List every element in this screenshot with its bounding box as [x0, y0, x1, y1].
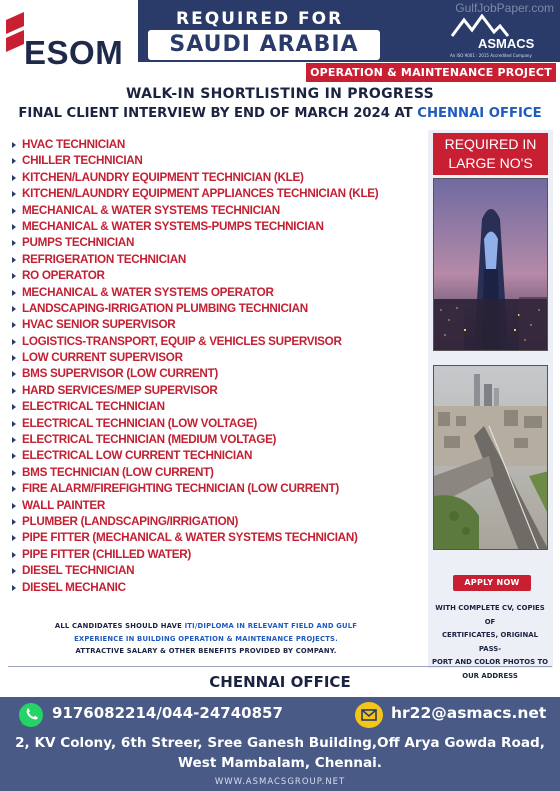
job-item: RO OPERATOR [10, 268, 420, 284]
asmacs-mountain-logo-icon [450, 14, 510, 38]
job-item: PIPE FITTER (CHILLED WATER) [10, 547, 420, 563]
walkin-heading: WALK-IN SHORTLISTING IN PROGRESS [126, 86, 434, 102]
job-item: LOW CURRENT SUPERVISOR [10, 350, 420, 366]
job-item: DIESEL TECHNICIAN [10, 563, 420, 579]
section-divider [8, 666, 552, 667]
phone-number[interactable]: 9176082214/044-24740857 [52, 704, 283, 722]
job-item: REFRIGERATION TECHNICIAN [10, 252, 420, 268]
apply-line: OUR ADDRESS [462, 671, 518, 680]
esom-logo-text: ESOM [24, 34, 124, 71]
job-item: DIESEL MECHANIC [10, 580, 420, 596]
apply-line: CERTIFICATES, ORIGINAL PASS- [442, 631, 538, 653]
job-item: BMS SUPERVISOR (LOW CURRENT) [10, 366, 420, 382]
address-line: 2, KV Colony, 6th Streer, Sree Ganesh Building,Off Arya Gowda Road, [15, 735, 545, 751]
interview-prefix: FINAL CLIENT INTERVIEW BY END OF MARCH 2024 AT [18, 106, 413, 121]
job-item: PIPE FITTER (MECHANICAL & WATER SYSTEMS TECHNICIAN) [10, 530, 420, 546]
watermark: GulfJobPaper.com [455, 1, 554, 15]
job-item: ELECTRICAL TECHNICIAN [10, 399, 420, 415]
job-item: PLUMBER (LANDSCAPING/IRRIGATION) [10, 514, 420, 530]
salary-line: ATTRACTIVE SALARY & OTHER BENEFITS PROVIDED BY COMPANY. [75, 647, 337, 655]
job-item: KITCHEN/LAUNDRY EQUIPMENT TECHNICIAN (KLE) [10, 170, 420, 186]
job-item: FIRE ALARM/FIREFIGHTING TECHNICIAN (LOW CURRENT) [10, 481, 420, 497]
requirement-prefix: ALL CANDIDATES SHOULD HAVE [54, 622, 182, 630]
interview-heading [0, 106, 560, 121]
requirement-highlight: ITI/DIPLOMA IN RELEVANT FIELD AND GULF [184, 622, 358, 630]
job-item: KITCHEN/LAUNDRY EQUIPMENT APPLIANCES TECHNICIAN (KLE) [10, 186, 420, 202]
apply-instructions [430, 602, 550, 683]
job-item: LOGISTICS-TRANSPORT, EQUIP & VEHICLES SUPERVISOR [10, 334, 420, 350]
office-title: CHENNAI OFFICE [209, 673, 351, 691]
country-heading: SAUDI ARABIA [148, 30, 380, 60]
riyadh-skyline-photo [433, 365, 548, 550]
mail-icon [355, 702, 383, 728]
website-link[interactable]: WWW.ASMACSGROUP.NET [214, 777, 346, 787]
project-banner: OPERATION & MAINTENANCE PROJECT [306, 63, 556, 82]
required-line1: REQUIRED IN [444, 136, 537, 152]
address-line: West Mambalam, Chennai. [178, 755, 382, 771]
job-item: HVAC TECHNICIAN [10, 137, 420, 153]
job-list [10, 137, 420, 596]
job-item: MECHANICAL & WATER SYSTEMS TECHNICIAN [10, 203, 420, 219]
whatsapp-icon [18, 702, 44, 728]
asmacs-logo-text: ASMACS [478, 36, 535, 51]
job-item: HARD SERVICES/MEP SUPERVISOR [10, 383, 420, 399]
job-item: HVAC SENIOR SUPERVISOR [10, 317, 420, 333]
required-large-badge [433, 133, 548, 175]
interview-location: CHENNAI OFFICE [417, 106, 542, 121]
apply-line: WITH COMPLETE CV, COPIES OF [435, 604, 545, 626]
esom-logo-mark-icon [4, 12, 26, 58]
job-item: BMS TECHNICIAN (LOW CURRENT) [10, 465, 420, 481]
job-item: MECHANICAL & WATER SYSTEMS OPERATOR [10, 285, 420, 301]
job-item: ELECTRICAL TECHNICIAN (MEDIUM VOLTAGE) [10, 432, 420, 448]
job-item: ELECTRICAL TECHNICIAN (LOW VOLTAGE) [10, 416, 420, 432]
apply-line: PORT AND COLOR PHOTOS TO [432, 658, 548, 666]
job-item: ELECTRICAL LOW CURRENT TECHNICIAN [10, 448, 420, 464]
candidate-requirements [0, 620, 412, 658]
email-address[interactable]: hr22@asmacs.net [391, 704, 547, 722]
required-line2: LARGE NO'S [448, 155, 533, 171]
asmacs-tagline: An ISO 9001 : 2015 Accredited Company [450, 53, 532, 58]
apply-now-button[interactable]: APPLY NOW [453, 575, 531, 591]
office-address [0, 733, 560, 773]
job-item: LANDSCAPING-IRRIGATION PLUMBING TECHNICIAN [10, 301, 420, 317]
job-item: PUMPS TECHNICIAN [10, 235, 420, 251]
requirement-line [0, 620, 412, 633]
riyadh-tower-photo [433, 178, 548, 351]
job-item: WALL PAINTER [10, 498, 420, 514]
required-for-heading: REQUIRED FOR [176, 9, 344, 29]
esom-logo [0, 8, 140, 74]
job-item: MECHANICAL & WATER SYSTEMS-PUMPS TECHNICIAN [10, 219, 420, 235]
requirement-highlight-line: EXPERIENCE IN BUILDING OPERATION & MAINTENANCE PROJECTS. [74, 634, 338, 643]
job-item: CHILLER TECHNICIAN [10, 153, 420, 169]
